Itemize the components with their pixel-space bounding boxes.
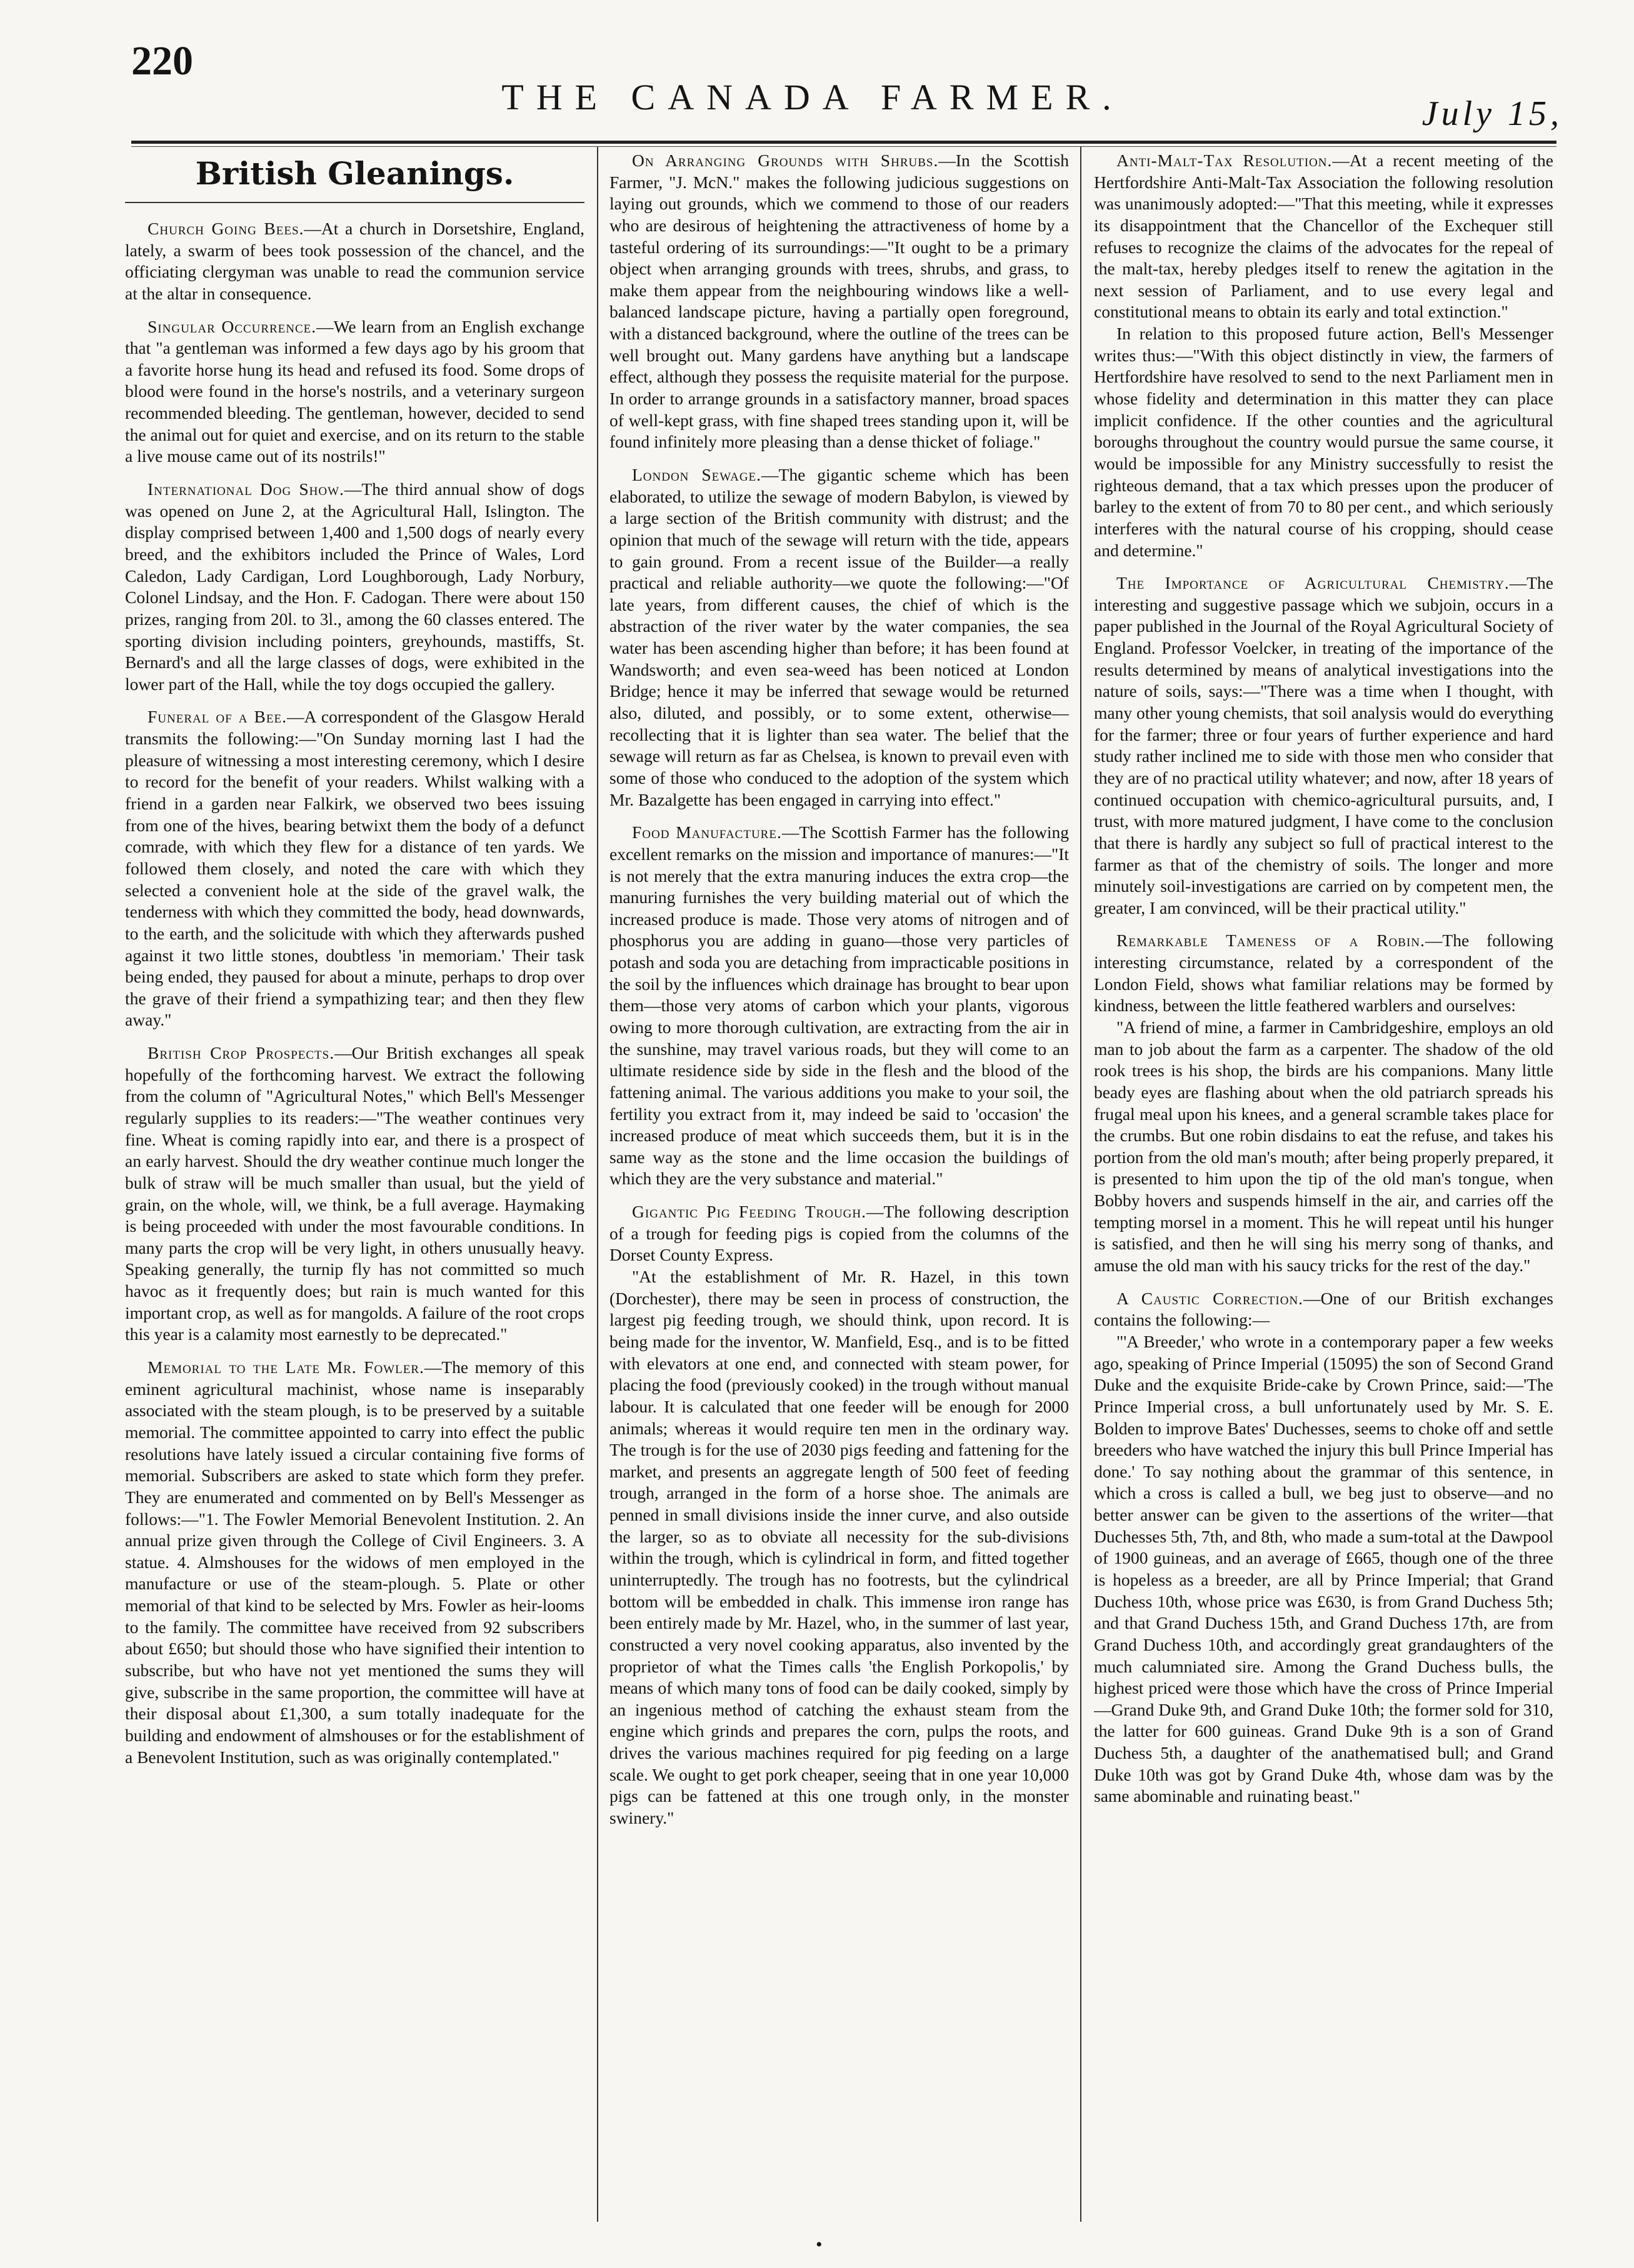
article-funeral-of-a-bee bbox=[125, 706, 584, 1031]
article-body: —The following description of a trough for feeding pigs is copied from the columns of the Dorset County Express. bbox=[609, 1202, 1069, 1265]
article-body: —Our British exchanges all speak hopefully of the forthcoming harvest. We extract the following from the column of "Agricultural Notes," which Bell's Messenger regularly supplies to its readers:—"The weather continues very fine. Wheat is coming rapidly into ear, and there is a prospect of an early harvest. Should the dry weather continue much longer the bulk of straw will be much smaller than usual, but the yield of grain, on the whole, will, we think, be a full average. Haymaking is being proceeded with under the most favourable conditions. In many parts the crop will be very light, in others unusually heavy. Speaking generally, the turnip fly has not committed so much havoc as it frequently does; but rain is much wanted for this important crop, as well as for mangolds. A failure of the root crops this year is a calamity most earnestly to be deprecated." bbox=[125, 1043, 584, 1344]
column-divider bbox=[1080, 147, 1081, 2222]
article-crop-prospects bbox=[125, 1042, 584, 1346]
article-body: —The Scottish Farmer has the following excellent remarks on the mission and importance of manures:—"It is not merely that the extra manuring induces the extra crop—the manuring furnishes the very building material out of which the increased produce is made. Those very atoms of nitrogen and of phosphorus you are adding in guano—those very particles of potash and soda you are detaching from impracticable positions in the soil by the influences which drainage has brought to bear upon them—those very atoms of carbon which your plants, vigorous owing to more thorough cultivation, are extracting from the air in the sunshine, may travel various roads, but they will come to an ultimate residence side by side in the flesh and the blood of the fattening animal. The various additions you make to your soil, the fertility you extract from it, may indeed be said to 'occasion' the increased produce of meat which succeeds them, but it is in the same way as the stone and the lime occasion the buildings of which they are the very substance and material." bbox=[609, 822, 1069, 1189]
article-body: —The gigantic scheme which has been elaborated, to utilize the sewage of modern Babylon, is viewed by a large section of the British community with distrust; and the opinion that much of the sewage will return with the tide, appears to gain ground. From a recent issue of the Builder—a really practical and reliable authority—we quote the following:—"Of late years, from different causes, the chief of which is the abstraction of the river water by the water companies, the sea water has been ascending higher than before; it has been found at Wandsworth; and even sea-weed has been noticed at London Bridge; hence it may be inferred that sewage would be returned also, diluted, and possibly, or to some extent, otherwise—recollecting that it is lighter than sea water. The belief that the sewage will return as far as Chelsea, is known to prevail even with some of those who conduced to the adoption of the system which Mr. Bazalgette has been engaged in carrying into effect." bbox=[609, 464, 1069, 809]
article-church-going-bees bbox=[125, 218, 584, 305]
article-caustic-correction bbox=[1094, 1288, 1553, 1807]
article-london-sewage bbox=[609, 464, 1069, 811]
column-3 bbox=[1094, 150, 1553, 2231]
article-body: —At a church in Dorsetshire, England, lately, a swarm of bees took possession of the chancel, and the officiating clergyman was unable to read the communion service at the altar in consequence. bbox=[125, 219, 584, 303]
article-tameness-of-robin bbox=[1094, 930, 1553, 1276]
column-divider bbox=[597, 147, 598, 2222]
article-body: —The memory of this eminent agricultural machinist, whose name is inseparably associated with the steam plough, is to be preserved by a suitable memorial. The committee appointed to carry into effect the public resolutions have lately issued a circular containing five forms of memorial. Subscribers are asked to state which form they prefer. They are enumerated and commented on by Bell's Messenger as follows:—"1. The Fowler Memorial Benevolent Institution. 2. An annual prize given through the College of Civil Engineers. 3. A statue. 4. Almshouses for the widows of men employed in the manufacture or use of the steam-plough. 5. Plate or other memorial of that kind to be selected by Mrs. Fowler as heir-looms to the family. The committee have received from 92 subscribers about £650; but should those who have signified their intention to subscribe, but who have not yet mentioned the sums they will give, subscribe in the same proportion, the committee will have at their disposal about £1,300, a sum totally inadequate for the building and endowment of almshouses or for the establishment of a Benevolent Institution, such as was originally contemplated." bbox=[125, 1357, 584, 1767]
article-heading: On Arranging Grounds with Shrubs. bbox=[632, 151, 939, 170]
header-rule-thick bbox=[131, 141, 1556, 144]
article-heading: Funeral of a Bee. bbox=[148, 707, 287, 727]
article-dog-show bbox=[125, 479, 584, 695]
section-title-rule bbox=[125, 202, 584, 203]
article-body: —In the Scottish Farmer, "J. McN." makes the following judicious suggestions on laying out grounds, which we commend to those of our readers who are desirous of heightening the attractiveness of home by a tasteful ordering of its surroundings:—"It ought to be a primary object when arranging grounds with trees, shrubs, and grass, to make them appear from the neighbouring windows like a well-balanced landscape picture, having a partially open foreground, with a distanced background, where the outline of the trees can be well brought out. Many gardens have anything but a landscape effect, although they possess the requisite material for the purpose. In order to arrange grounds in a satisfactory manner, broad spaces of well-kept grass, with fine shaped trees standing upon it, will be found infinitely more pleasing than a dense thicket of foliage." bbox=[609, 151, 1069, 452]
article-heading: London Sewage. bbox=[632, 464, 762, 484]
article-food-manufacture bbox=[609, 822, 1069, 1190]
article-quote: In relation to this proposed future action, Bell's Messenger writes thus:—"With this object distinctly in view, the farmers of Hertfordshire have resolved to send to the next Parliament men in whose fidelity and determination in this matter they can place implicit confidence. If the other counties and the agricultural boroughs throughout the country would pursue the same course, it would be impossible for any Ministry successfully to resist the righteous demand, that a tax which presses upon the producer of barley to the extent of from 70 to 80 per cent., and which seriously interferes with the natural course of his cropping, should cease and determine." bbox=[1094, 324, 1553, 560]
article-quote: "'A Breeder,' who wrote in a contemporary paper a few weeks ago, speaking of Prince Imperial (15095) the son of Second Grand Duke and the exquisite Bride-cake by Crown Prince, said:—'The Prince Imperial cross, a bull unfortunately used by Mr. S. E. Bolden to improve Bates' Duchesses, seems to choke off and settle breeders who have watched the injury this bull Prince Imperial has done.' To say nothing about the grammar of this sentence, in which a cross is called a bull, we beg just to observe—and no better answer can be given to the assertions of the writer—that Duchesses 5th, 7th, and 8th, who made a sum-total at the Dawpool of 1900 guineas, and an average of £665, though one of the three is hopeless as a breeder, are all by Prince Imperial; that Grand Duchess 10th, whose price was £630, is from Grand Duchess 5th; and that Grand Duchess 15th, and Grand Duchess 17th, are from Grand Duchess 10th, and accordingly great grandaughters of the much calumniated sire. Among the Grand Duchess bulls, the highest priced were those which have the cross of Prince Imperial—Grand Duke 9th, and Grand Duke 10th; the former sold for 310, the latter for 600 guineas. Grand Duke 9th is a son of Grand Duchess 5th, a daughter of the anathematised bull; and Grand Duke 10th was got by Grand Duke 4th, whose dam was by the same abominable and ruinating beast." bbox=[1094, 1331, 1553, 1806]
article-heading: A Caustic Correction. bbox=[1116, 1288, 1304, 1308]
article-singular-occurrence bbox=[125, 316, 584, 467]
article-body: —A correspondent of the Glasgow Herald transmits the following:—"On Sunday morning last I had the pleasure of witnessing a most interesting ceremony, which I desire to record for the benefit of your readers. Whilst walking with a friend in a garden near Falkirk, we observed two bees issuing from one of the hives, bearing betwixt them the body of a defunct comrade, with which they flew for a distance of ten yards. We followed them closely, and noted the care with which they selected a convenient hole at the side of the gravel walk, the tenderness with which they committed the body, head downwards, to the earth, and the solicitude with which they afterwards pushed against it two little stones, doubtless 'in memoriam.' Their task being ended, they paused for about a minute, perhaps to drop over the grave of their friend a sympathizing tear; and then they flew away." bbox=[125, 707, 584, 1030]
header-rule-thin bbox=[131, 146, 1556, 147]
article-heading: Remarkable Tameness of a Robin. bbox=[1116, 931, 1425, 951]
article-agricultural-chemistry bbox=[1094, 572, 1553, 919]
article-heading: International Dog Show. bbox=[148, 479, 344, 499]
article-body: —At a recent meeting of the Hertfordshire Anti-Malt-Tax Association the following resolution was unanimously adopted:—"That this meeting, while it expresses its disappointment that the Chancellor of the Exchequer still refuses to recognize the claims of the advocates for the repeal of the malt-tax, hereby pledges itself to renew the agitation in the next session of Parliament, and to use every legal and constitutional means to obtain its early and total extinction." bbox=[1094, 151, 1553, 322]
article-quote: "At the establishment of Mr. R. Hazel, in this town (Dorchester), there may be seen in process of construction, the largest pig feeding trough, we should think, upon record. It is being made for the inventor, W. Manfield, Esq., and is to be fitted with elevators at one end, and connected with steam power, for placing the food (previously cooked) in the trough without manual labour. It is calculated that one feeder will be enough for 2000 animals; whereas it would require ten men in the ordinary way. The trough is for the use of 2030 pigs feeding and fattening for the market, and presents an aggregate length of 500 feet of feeding trough, arranged in the form of a horse shoe. The animals are penned in small divisions inside the inner curve, and also outside the larger, so as to obviate all necessity for the sub-divisions within the trough, which is cylindrical in form, and fitted together uninterruptedly. The trough has no footrests, but the cylindrical bottom will be embedded in chalk. This immense iron range has been entirely made by Mr. Hazel, who, in the summer of last year, constructed a very novel cooking apparatus, also invented by the proprietor of what the Times calls 'the English Porkopolis,' by means of which many tons of food can be daily cooked, simply by an ingenious method of catching the exhaust steam from the engine which grinds and prepares the corn, pulps the roots, and drives the various machines required for pig feeding on a large scale. We ought to get pork cheaper, seeing that in one year 10,000 pigs can be fattened at this one trough only, in the monster swinery." bbox=[609, 1267, 1069, 1828]
page-header bbox=[63, 37, 1563, 144]
column-1 bbox=[125, 150, 584, 2231]
article-fowler-memorial bbox=[125, 1357, 584, 1768]
column-2 bbox=[609, 150, 1069, 2231]
article-body: —The third annual show of dogs was opened on June 2, at the Agricultural Hall, Islington. The display comprised between 1,400 and 1,500 dogs of nearly every breed, and the exhibitors included the Prince of Wales, Lord Caledon, Lady Cardigan, Lord Loughborough, Lady Norbury, Colonel Lindsay, and the Hon. F. Cadogan. There were about 150 prizes, ranging from 20l. to 3l., among the 60 classes entered. The sporting division including pointers, greyhounds, mastiffs, St. Bernard's and all the large classes of dogs, were exhibited in the lower part of the Hall, while the toy dogs occupied the gallery. bbox=[125, 479, 584, 694]
section-title: British Gleanings. bbox=[195, 155, 514, 192]
article-heading: Church Going Bees. bbox=[148, 219, 304, 238]
article-heading: Memorial to the Late Mr. Fowler. bbox=[148, 1357, 424, 1377]
article-heading: Food Manufacture. bbox=[632, 822, 782, 842]
article-body: —We learn from an English exchange that "a gentleman was informed a few days ago by his groom that a favorite horse hung its head and refused its food. Some drops of blood were found in the horse's nostrils, and a veterinary surgeon recommended bleeding. The gentleman, however, decided to send the animal out for quiet and exercise, and on its return to the stable a live mouse came out of its nostrils!" bbox=[125, 316, 584, 466]
article-heading: The Importance of Agricultural Chemistry. bbox=[1116, 573, 1510, 593]
article-body: —The following interesting circumstance, related by a correspondent of the London Field, shows what familiar relations may be formed by kindness, between the little feathered warblers and ourselves: bbox=[1094, 931, 1553, 1016]
footer-mark: • bbox=[816, 2234, 823, 2255]
article-pig-feeding-trough bbox=[609, 1201, 1069, 1829]
article-heading: Gigantic Pig Feeding Trough. bbox=[632, 1202, 866, 1222]
masthead-title: THE CANADA FARMER. bbox=[501, 77, 1124, 117]
article-body: —The interesting and suggestive passage which we subjoin, occurs in a paper published in the Journal of the Royal Agricultural Society of England. Professor Voelcker, in treating of the importance of the results determined by means of analytical investigations into the nature of soils, says:—"There was a time when I thought, with many other young chemists, that soil analysis would do everything for the farmer; three or four years of further experience and hard study rather inclined me to side with those men who consider that they are of no practical utility whatever; and now, after 18 years of continued occupation with chemico-agricultural pursuits, and, I trust, with more matured judgment, I have come to the conclusion that there is hardly any subject so full of practical interest to the farmer as that of the chemistry of soils. The longer and more minutely soil-investigations are carried on by competent men, the greater, I am convinced, will be their practical utility." bbox=[1094, 573, 1553, 917]
issue-date: July 15, bbox=[1421, 94, 1563, 133]
article-quote: "A friend of mine, a farmer in Cambridgeshire, employs an old man to job about the farm as a carpenter. The shadow of the old rook trees is his shop, the birds are his companions. Many little beady eyes are flashing about when the old patriarch spreads his frugal meal upon his knees, and a general scramble takes place for the crumbs. But one robin disdains to eat the refuse, and takes his portion from the old man's mouth; after being properly prepared, it is presented to him upon the tip of the old man's tongue, when Bobby hovers and suspends himself in the air, and carries off the tempting morsel in a moment. This he will repeat until his hunger is satisfied, and then he will sing his merry song of thanks, and amuse the old man with his saucy tricks for the rest of the day." bbox=[1094, 1017, 1553, 1276]
article-body: —One of our British exchanges contains the following:— bbox=[1094, 1288, 1553, 1330]
article-heading: Singular Occurrence. bbox=[148, 316, 317, 336]
page-number: 220 bbox=[131, 38, 193, 84]
article-anti-malt-tax bbox=[1094, 150, 1553, 561]
article-heading: British Crop Prospects. bbox=[148, 1043, 335, 1063]
article-heading: Anti-Malt-Tax Resolution. bbox=[1116, 151, 1333, 170]
article-grounds-with-shrubs bbox=[609, 150, 1069, 453]
